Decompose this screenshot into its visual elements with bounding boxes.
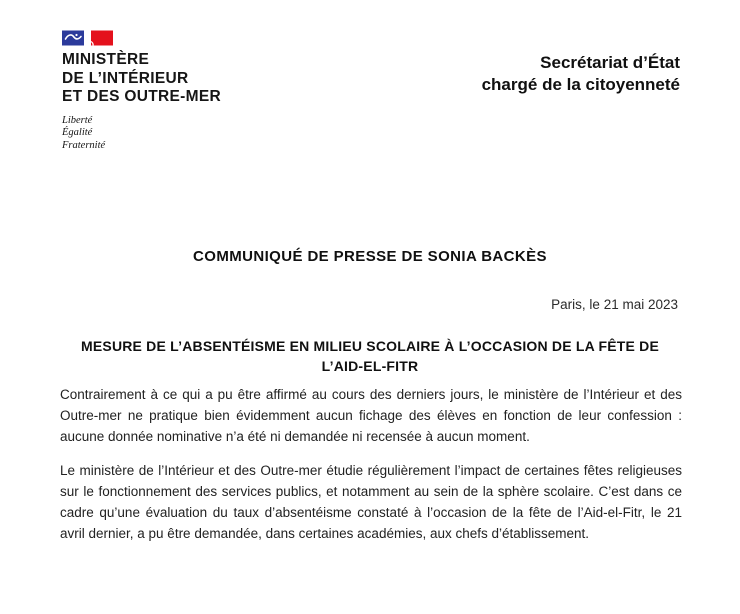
paragraph: Le ministère de l’Intérieur et des Outre-mer étudie régulièrement l’impact de certaines fêtes religieuses sur le fonctionnement des services publics, et notamment au sein de la sphère scolaire. C’est dans ce cadre qu’une évaluation du taux d’absentéisme constaté à l’occasion de la fête de l’Aid-el-Fitr, le 21 avril dernier, a pu être demandée, dans certaines académies, aux chefs d’établissement. — [60, 463, 682, 541]
ministry-name-line: ET DES OUTRE-MER — [62, 88, 221, 105]
flag-red-panel — [91, 31, 113, 46]
republic-motto — [62, 115, 221, 153]
document-title-line: L’AID-EL-FITR — [321, 358, 419, 374]
ministry-name — [62, 51, 221, 107]
press-release-heading: COMMUNIQUÉ DE PRESSE DE SONIA BACKÈS — [193, 248, 547, 265]
dateline: Paris, le 21 mai 2023 — [551, 297, 678, 312]
body-text — [60, 384, 682, 557]
document-title — [58, 336, 682, 376]
secretariat-title — [482, 52, 680, 95]
motto-line: Égalité — [62, 127, 93, 138]
secretariat-line: chargé de la citoyenneté — [481, 74, 680, 94]
motto-line: Fraternité — [62, 139, 106, 151]
motto-line: Liberté — [62, 114, 93, 126]
paragraph: Contrairement à ce qui a pu être affirmé au cours des derniers jours, le ministère de l’Intérieur et des Outre-mer ne pratique bien évidemment aucun fichage des élèves en fonction de leur confession : aucune donnée nominative n’a été ni demandée ni recensée à aucun moment. — [60, 387, 682, 444]
ministry-name-line: MINISTÈRE — [62, 51, 150, 68]
french-flag-icon — [62, 30, 113, 46]
secretariat-line: Secrétariat d’État — [540, 53, 680, 72]
ministry-name-line: DE L’INTÉRIEUR — [62, 69, 189, 87]
ministry-logo — [62, 30, 221, 152]
document-title-line: MESURE DE L’ABSENTÉISME EN MILIEU SCOLAIRE À L’OCCASION DE LA FÊTE DE — [81, 338, 659, 354]
marianne-dot — [75, 34, 77, 36]
